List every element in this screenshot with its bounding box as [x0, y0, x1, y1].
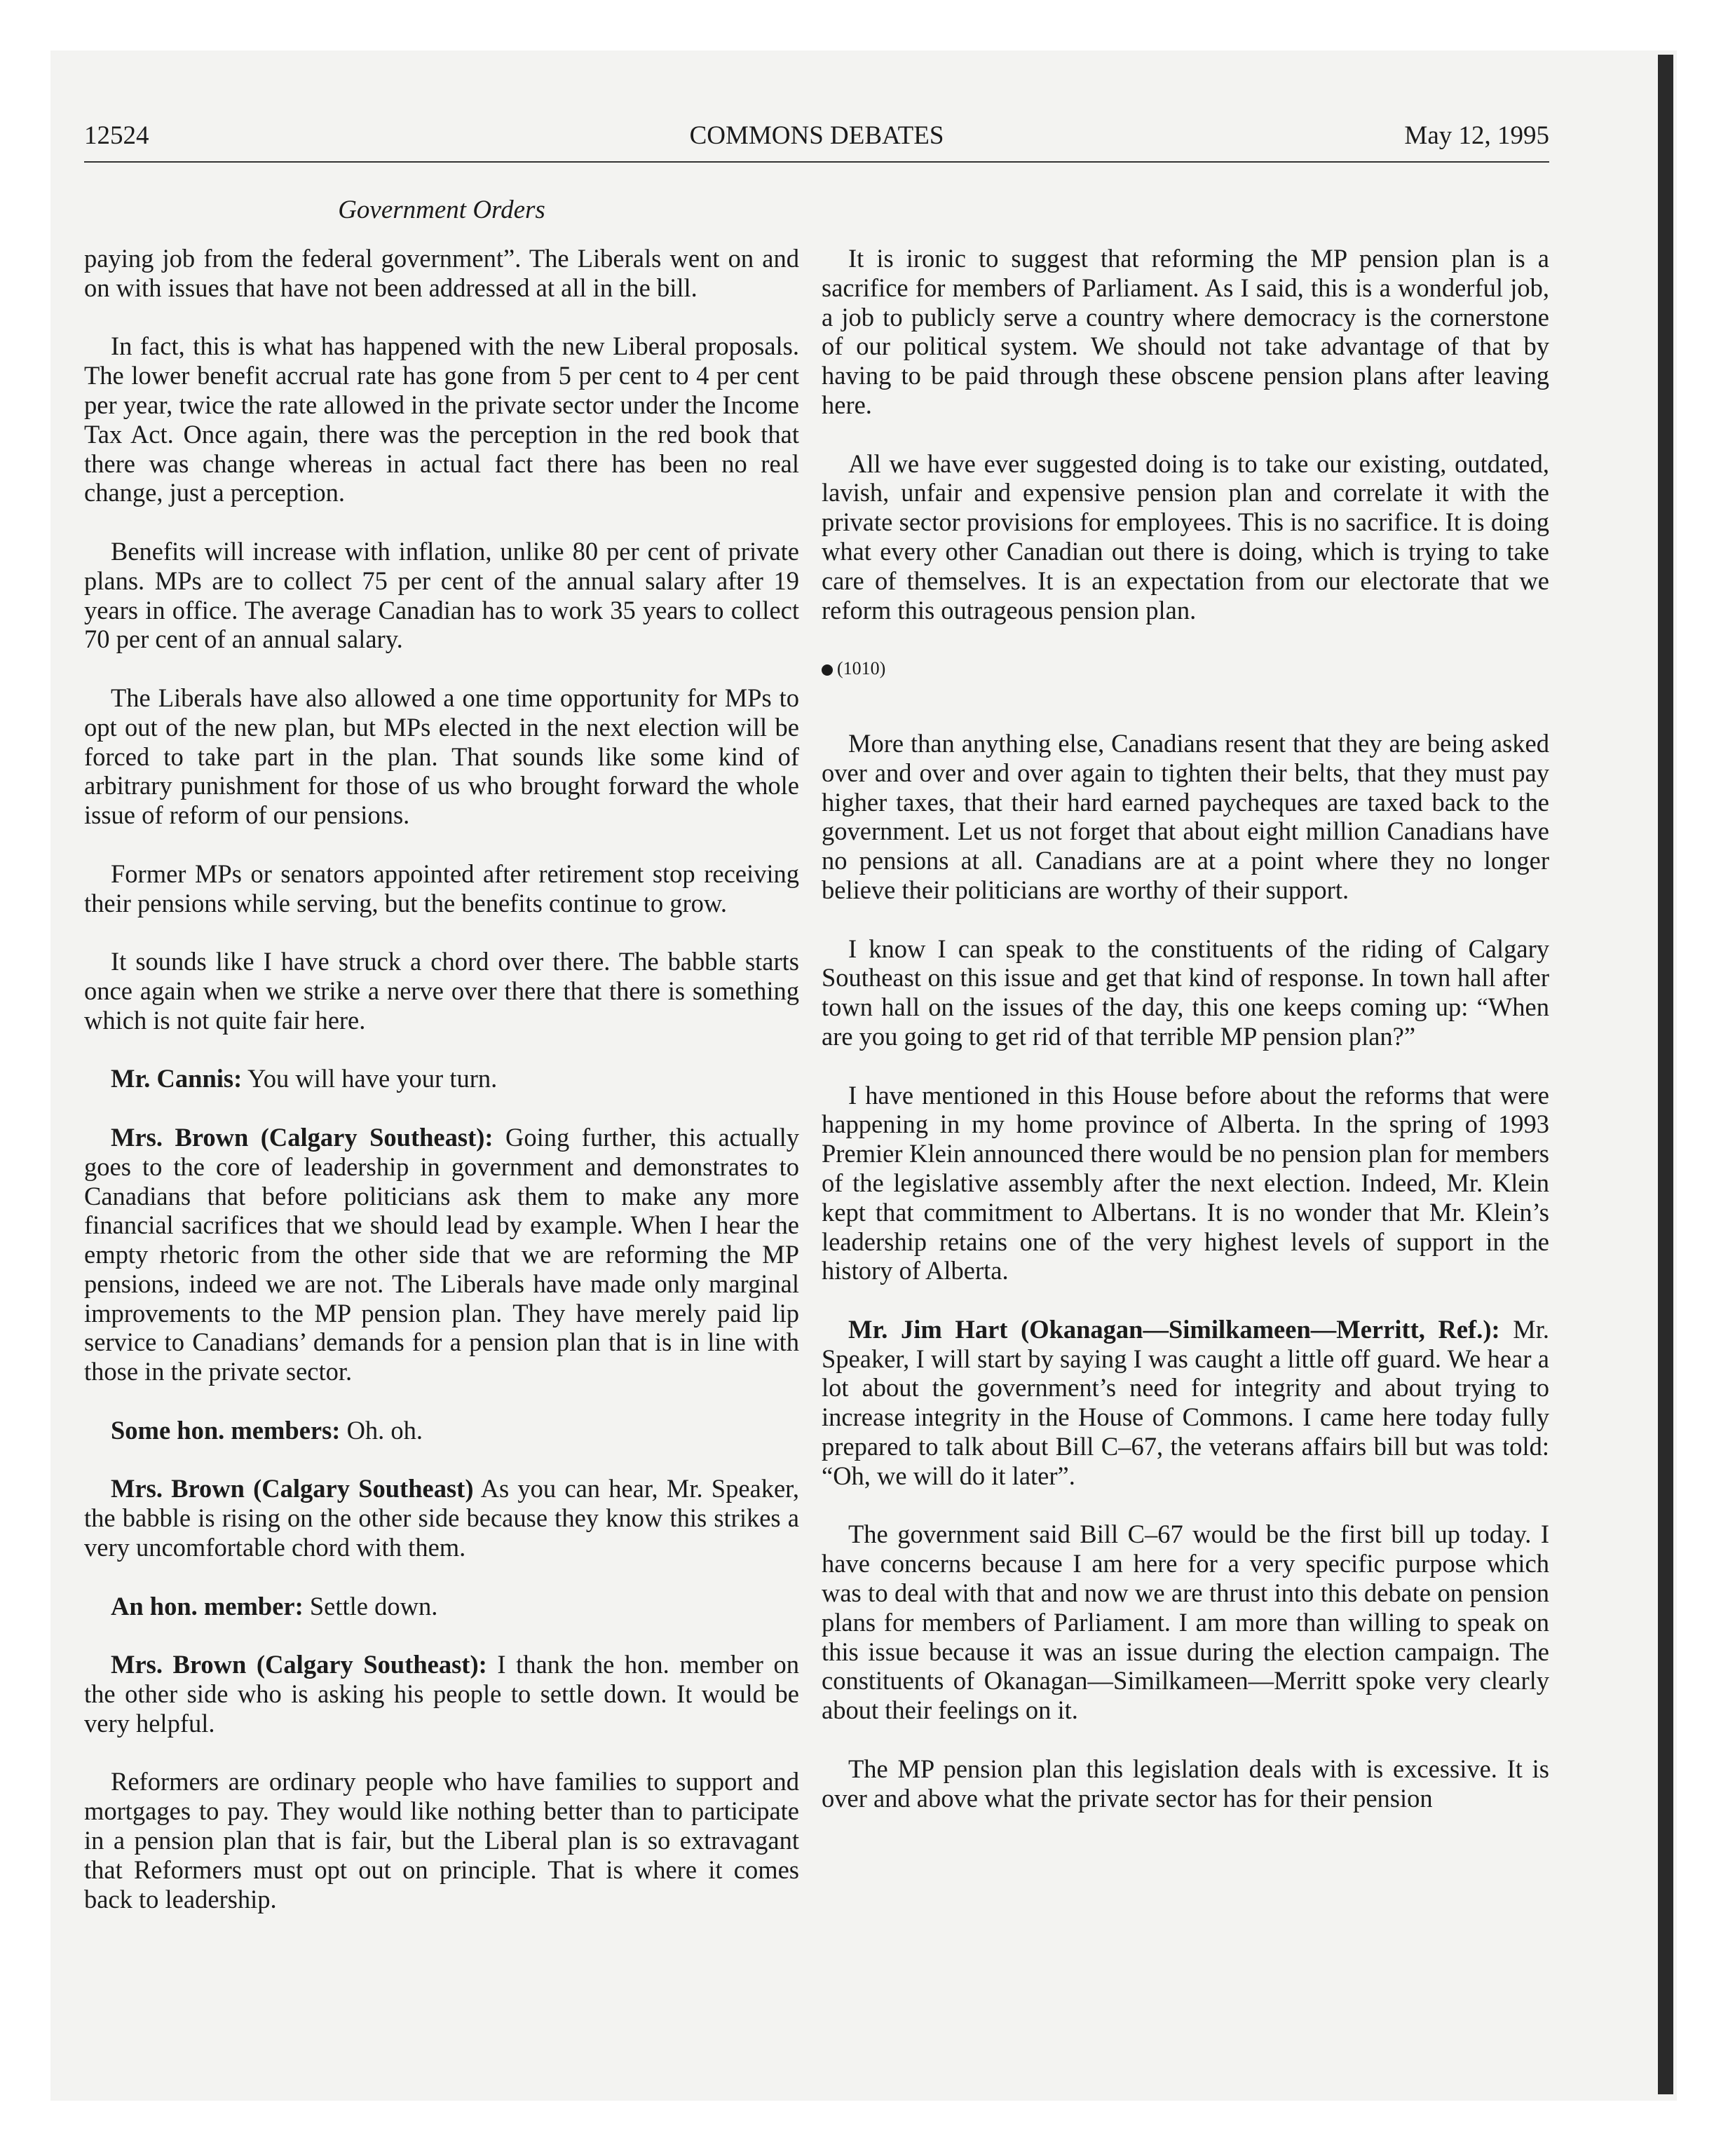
paragraph-text: Settle down.: [309, 1591, 438, 1621]
paragraph: [822, 1081, 1549, 1286]
speaker-name: Mr. Jim Hart (Okanagan—Similkameen—Merritt, Ref.):: [848, 1314, 1500, 1344]
paragraph-text: All we have ever suggested doing is to take our existing, outdated, lavish, unfair and expensive pension plan and correlate it with the private sector provisions for employees. This is no sacrifice. It is doing what every other Canadian out there is doing, which is trying to take care of themselves. It is an expectation from our electorate that we reform this outrageous pension plan.: [822, 449, 1549, 625]
right-column-after-marker: [822, 729, 1549, 1813]
paragraph-text: Oh. oh.: [346, 1415, 423, 1445]
speaker-name: An hon. member:: [111, 1591, 304, 1621]
paragraph: [84, 1592, 799, 1621]
page-header: [84, 121, 1549, 158]
speaker-name: Mrs. Brown (Calgary Southeast):: [111, 1650, 487, 1679]
page-date: May 12, 1995: [1404, 121, 1549, 150]
paragraph-text: It sounds like I have struck a chord over there. The babble starts once again when we strike a nerve over there that there is something which is not quite fair here.: [84, 947, 799, 1035]
paragraph: [822, 934, 1549, 1051]
paragraph-text: Reformers are ordinary people who have families to support and mortgages to pay. They would like nothing better than to participate in a pension plan that is fair, but the Liberal plan is so extravagant that Reformers must opt out on principle. That is where it comes back to leadership.: [84, 1767, 799, 1913]
speaker-name: Mrs. Brown (Calgary Southeast):: [111, 1122, 494, 1152]
paragraph: [84, 1767, 799, 1913]
header-rule: [84, 161, 1549, 163]
paragraph: [84, 1650, 799, 1738]
scan-edge-bar: [1658, 55, 1673, 2094]
paragraph-text: paying job from the federal government”. The Liberals went on and on with issues that have not been addressed at all in the bill.: [84, 244, 799, 302]
paragraph-text: The Liberals have also allowed a one time opportunity for MPs to opt out of the new plan, but MPs elected in the next election will be forced to take part in the plan. That sounds like some kind of arbitrary punishment for those of us who brought forward the whole issue of reform of our pensions.: [84, 683, 799, 830]
speaker-name: Mr. Cannis:: [111, 1064, 243, 1093]
paragraph: [822, 1520, 1549, 1725]
paragraph: [84, 1474, 799, 1562]
page-number: 12524: [84, 121, 149, 150]
paragraph: [84, 1123, 799, 1386]
speaker-name: Mrs. Brown (Calgary Southeast): [111, 1474, 474, 1503]
time-marker-label: (1010): [837, 658, 886, 679]
time-marker: [822, 654, 1549, 683]
paragraph-text: The MP pension plan this legislation deals with is excessive. It is over and above what the private sector has for their pension: [822, 1754, 1549, 1813]
paragraph-text: I have mentioned in this House before about the reforms that were happening in my home province of Alberta. In the spring of 1993 Premier Klein announced there would be no pension plan for members of the legislative assembly after the next election. Indeed, Mr. Klein kept that commitment to Albertans. It is no wonder that Mr. Klein’s leadership retains one of the very highest levels of support in the history of Alberta.: [822, 1080, 1549, 1285]
paragraph: [822, 1315, 1549, 1491]
paragraph-text: In fact, this is what has happened with the new Liberal proposals. The lower benefit accrual rate has gone from 5 per cent to 4 per cent per year, twice the rate allowed in the private sector under the Income Tax Act. Once again, there was the perception in the red book that there was change whereas in actual fact there has been no real change, just a perception.: [84, 332, 799, 507]
section-title: Government Orders: [338, 196, 545, 224]
paragraph: [84, 244, 799, 303]
paragraph-text: The government said Bill C–67 would be the first bill up today. I have concerns because I am here for a very specific purpose which was to deal with that and now we are thrust into this debate on pension plans for members of Parliament. I am more than willing to speak on this issue because it was an issue during the election campaign. The constituents of Okanagan—Similkameen—Merritt spoke very clearly about their feelings on it.: [822, 1520, 1549, 1725]
paragraph-text: Benefits will increase with inflation, unlike 80 per cent of private plans. MPs are to collect 75 per cent of the annual salary after 19 years in office. The average Canadian has to work 35 years to collect 70 per cent of an annual salary.: [84, 536, 799, 654]
paragraph: [84, 1416, 799, 1445]
paragraph-text: Former MPs or senators appointed after retirement stop receiving their pensions while serving, but the benefits continue to grow.: [84, 859, 799, 917]
paragraph: [84, 947, 799, 1035]
paragraph: [822, 244, 1549, 420]
left-column: [84, 244, 799, 1943]
publication-title: COMMONS DEBATES: [689, 121, 944, 150]
paragraph-text: As you can hear, Mr. Speaker, the babble is rising on the other side because they know this strikes a very uncomfortable chord with them.: [84, 1474, 799, 1562]
paragraph-text: I know I can speak to the constituents of the riding of Calgary Southeast on this issue and get that kind of response. In town hall after town hall on the issues of the day, this one keeps coming up: “When are you going to get rid of that terrible MP pension plan?”: [822, 934, 1549, 1051]
right-column-before-marker: [822, 244, 1549, 625]
paragraph-text: You will have your turn.: [247, 1064, 498, 1093]
paragraph-text: It is ironic to suggest that reforming the MP pension plan is a sacrifice for members of Parliament. As I said, this is a wonderful job, a job to publicly serve a country where democracy is the cornerstone of our political system. We should not take advantage of that by having to be paid through these obscene pension plans after leaving here.: [822, 244, 1549, 419]
paragraph-text: More than anything else, Canadians resent that they are being asked over and over and over again to tighten their belts, that they must pay higher taxes, that their hard earned paycheques are taxed back to the government. Let us not forget that about eight million Canadians have no pensions at all. Canadians are at a point where they no longer believe their politicians are worthy of their support.: [822, 728, 1549, 904]
paragraph-text: I thank the hon. member on the other side who is asking his people to settle down. It would be very helpful.: [84, 1650, 799, 1738]
paragraph: [84, 537, 799, 654]
paragraph-text: Mr. Speaker, I will start by saying I was caught a little off guard. We hear a lot about the government’s need for integrity and about trying to increase integrity in the House of Commons. I came here today fully prepared to talk about Bill C–67, the veterans affairs bill but was told: “Oh, we will do it later”.: [822, 1314, 1549, 1490]
paragraph: [84, 332, 799, 507]
paragraph: [822, 729, 1549, 905]
paragraph: [84, 859, 799, 918]
right-column: [822, 244, 1549, 1842]
bullet-icon: [822, 664, 833, 676]
paragraph: [84, 1064, 799, 1093]
paragraph-text: Going further, this actually goes to the core of leadership in government and demonstrates to Canadians that before politicians ask them to make any more financial sacrifices that we should lead by example. When I hear the empty rhetoric from the other side that we are reforming the MP pensions, indeed we are not. The Liberals have made only marginal improvements to the MP pension plan. They have merely paid lip service to Canadians’ demands for a pension plan that is in line with those in the private sector.: [84, 1122, 800, 1386]
speaker-name: Some hon. members:: [111, 1415, 341, 1445]
paragraph: [822, 1754, 1549, 1813]
paragraph: [84, 683, 799, 830]
paragraph: [822, 449, 1549, 625]
